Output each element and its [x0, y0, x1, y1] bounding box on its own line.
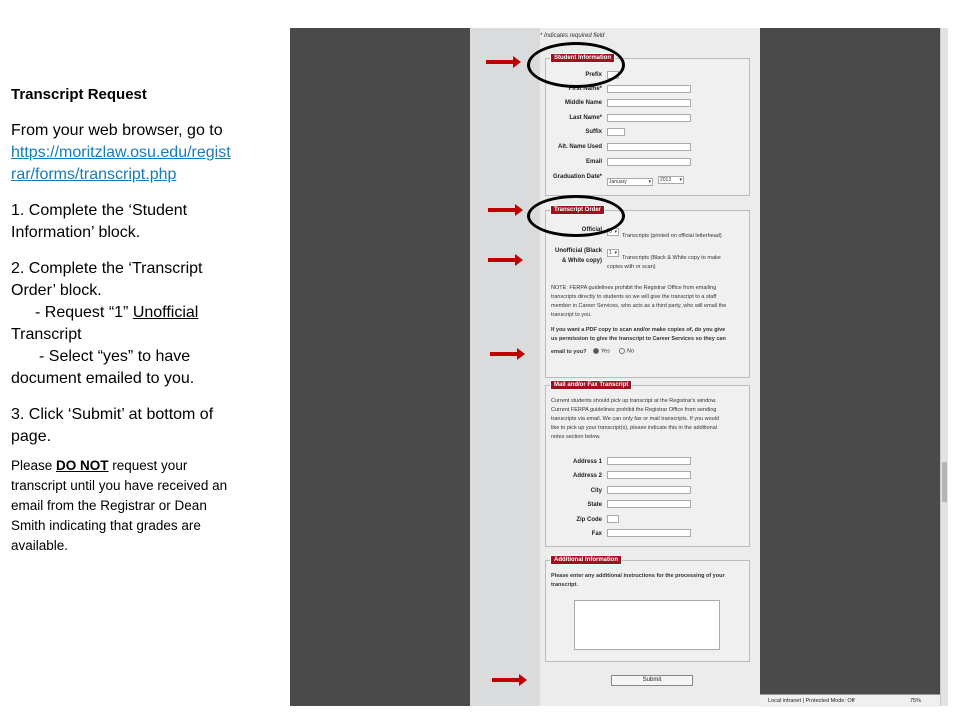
additional-text-2: transcript. — [551, 582, 578, 588]
first-name-label: First Name* — [568, 86, 602, 92]
arrow-submit — [492, 678, 520, 682]
address2-label: Address 2 — [572, 473, 602, 479]
mail-text-4: like to pick up your transcript(s), please indicate this in the additional — [551, 425, 718, 431]
step2-unofficial-text: Unofficial — [132, 304, 199, 321]
chevron-down-icon: ▾ — [679, 177, 682, 183]
arrow-student-info — [486, 60, 514, 64]
required-note: * Indicates required field — [540, 33, 605, 39]
alt-name-input[interactable] — [607, 143, 691, 151]
step1-line1: 1. Complete the ‘Student — [11, 202, 188, 219]
suffix-input[interactable] — [607, 128, 625, 136]
step2-line5: - Select “yes” to have — [39, 348, 191, 365]
fax-label: Fax — [591, 531, 602, 537]
note-rest: request your — [108, 458, 188, 473]
chevron-down-icon: ▾ — [614, 229, 617, 235]
radio-yes-dot[interactable] — [593, 348, 599, 354]
email-label: Email — [585, 159, 602, 165]
step2-line2: Order’ block. — [11, 282, 102, 299]
step2-line6: document emailed to you. — [11, 370, 195, 387]
ferpa-note-1: NOTE: FERPA guidelines prohibit the Registrar Office from emailing — [551, 285, 717, 291]
additional-info-header: Additional Information — [550, 555, 622, 565]
official-label: Official — [581, 227, 602, 233]
student-info-circle — [527, 42, 625, 88]
city-label: City — [590, 488, 602, 494]
submit-button[interactable]: Submit — [611, 675, 693, 686]
note-prefix: Please — [11, 458, 57, 473]
step3-line2: page. — [11, 428, 52, 445]
arrow-unofficial — [488, 258, 516, 262]
state-input[interactable] — [607, 500, 691, 508]
middle-name-label: Middle Name — [564, 100, 602, 106]
radio-no[interactable] — [619, 348, 634, 354]
mail-fax-header: Mail and/or Fax Transcript — [550, 380, 632, 390]
additional-text-1: Please enter any additional instructions for the processing of your — [551, 573, 725, 579]
mail-text-3: transcripts via email. We can only fax or mail transcripts. If you would — [551, 416, 720, 422]
official-desc: Transcripts (printed on official letterhead) — [622, 233, 722, 239]
mail-text-5: notes section below. — [551, 434, 601, 440]
step3-line1: 3. Click ‘Submit’ at bottom of — [11, 406, 214, 423]
official-qty-value: 0 — [609, 229, 612, 235]
unofficial-qty-value: 1 — [609, 250, 612, 256]
city-input[interactable] — [607, 486, 691, 494]
unofficial-label-2: & White copy) — [562, 258, 602, 264]
scrollbar-thumb[interactable] — [942, 462, 947, 502]
last-name-label: Last Name* — [569, 115, 602, 121]
arrow-email-permission — [490, 352, 518, 356]
first-name-input[interactable] — [607, 85, 691, 93]
pdf-question-2: us permission to give the transcript to Career Services so they can — [551, 336, 726, 342]
student-info-header: Student Information — [550, 53, 615, 63]
intro-text: From your web browser, go to — [11, 122, 223, 139]
pdf-question-1: If you want a PDF copy to scan and/or make copies of, do you give — [551, 327, 726, 333]
radio-yes[interactable] — [593, 348, 610, 354]
address1-input[interactable] — [607, 457, 691, 465]
radio-yes-label: Yes — [601, 348, 610, 355]
fax-input[interactable] — [607, 529, 691, 537]
ferpa-note-3: member in Career Services, who acts as a third party, who will email the — [551, 303, 727, 309]
transcript-order-header: Transcript Order — [550, 205, 605, 215]
address2-input[interactable] — [607, 471, 691, 479]
mail-text-2: Current FERPA guidelines prohibit the Registrar Office from sending — [551, 407, 717, 413]
state-label: State — [587, 502, 602, 508]
ferpa-note-4: transcript to you. — [551, 312, 592, 318]
mail-text-1: Current students should pick up transcript at the Registrar's window. — [551, 398, 717, 404]
grad-month-value: January — [609, 179, 627, 185]
grad-year-select[interactable] — [658, 176, 684, 184]
zoom-level[interactable]: 75% — [910, 698, 922, 704]
unofficial-qty-select[interactable] — [607, 249, 619, 257]
grad-month-select[interactable] — [607, 178, 653, 186]
unofficial-label-1: Unofficial (Black — [554, 248, 602, 254]
instructions-panel — [11, 84, 273, 556]
step1-line2: Information’ block. — [11, 224, 141, 241]
transcript-order-circle — [527, 195, 625, 237]
unofficial-desc-1: Transcripts (Black & White copy to make — [622, 255, 721, 261]
note-do-not: DO NOT — [56, 458, 109, 473]
note-line3: email from the Registrar or Dean — [11, 498, 207, 513]
note-line1 — [11, 456, 273, 476]
status-bar — [760, 694, 940, 707]
middle-name-input[interactable] — [607, 99, 691, 107]
chevron-down-icon: ▾ — [614, 250, 617, 256]
radio-no-dot[interactable] — [619, 348, 625, 354]
zip-input[interactable] — [607, 515, 619, 523]
transcript-form-link-2[interactable]: rar/forms/transcript.php — [11, 166, 177, 183]
instructions-title: Transcript Request — [11, 86, 147, 103]
radio-no-label: No — [627, 348, 635, 355]
additional-notes-textarea[interactable] — [574, 600, 720, 650]
step2-request-text: - Request “1” — [35, 304, 133, 321]
chevron-down-icon: ▾ — [648, 179, 651, 185]
zip-label: Zip Code — [576, 517, 602, 523]
pdf-question-3: email to you? — [551, 349, 587, 355]
suffix-label: Suffix — [585, 129, 602, 135]
prefix-label: Prefix — [585, 72, 602, 78]
arrow-transcript-order — [488, 208, 516, 212]
last-name-input[interactable] — [607, 114, 691, 122]
grad-year-value: 2013 — [660, 177, 672, 183]
step2-line3 — [11, 302, 273, 324]
email-input[interactable] — [607, 158, 691, 166]
transcript-form-link-1[interactable]: https://moritzlaw.osu.edu/regist — [11, 144, 231, 161]
ferpa-note-2: transcripts directly to students so we will give the transcript to a staff — [551, 294, 717, 300]
note-line2: transcript until you have received an — [11, 478, 228, 493]
step2-line1: 2. Complete the ‘Transcript — [11, 260, 203, 277]
address1-label: Address 1 — [572, 459, 602, 465]
step2-line4: Transcript — [11, 326, 82, 343]
scrollbar[interactable] — [940, 28, 948, 706]
unofficial-desc-2: copies with or scan) — [607, 264, 656, 270]
note-line5: available. — [11, 538, 69, 553]
zone-status: Local intranet | Protected Mode: Off — [768, 698, 855, 704]
grad-date-label: Graduation Date* — [552, 174, 602, 180]
alt-name-label: Alt. Name Used — [557, 144, 602, 150]
note-line4: Smith indicating that grades are — [11, 518, 201, 533]
